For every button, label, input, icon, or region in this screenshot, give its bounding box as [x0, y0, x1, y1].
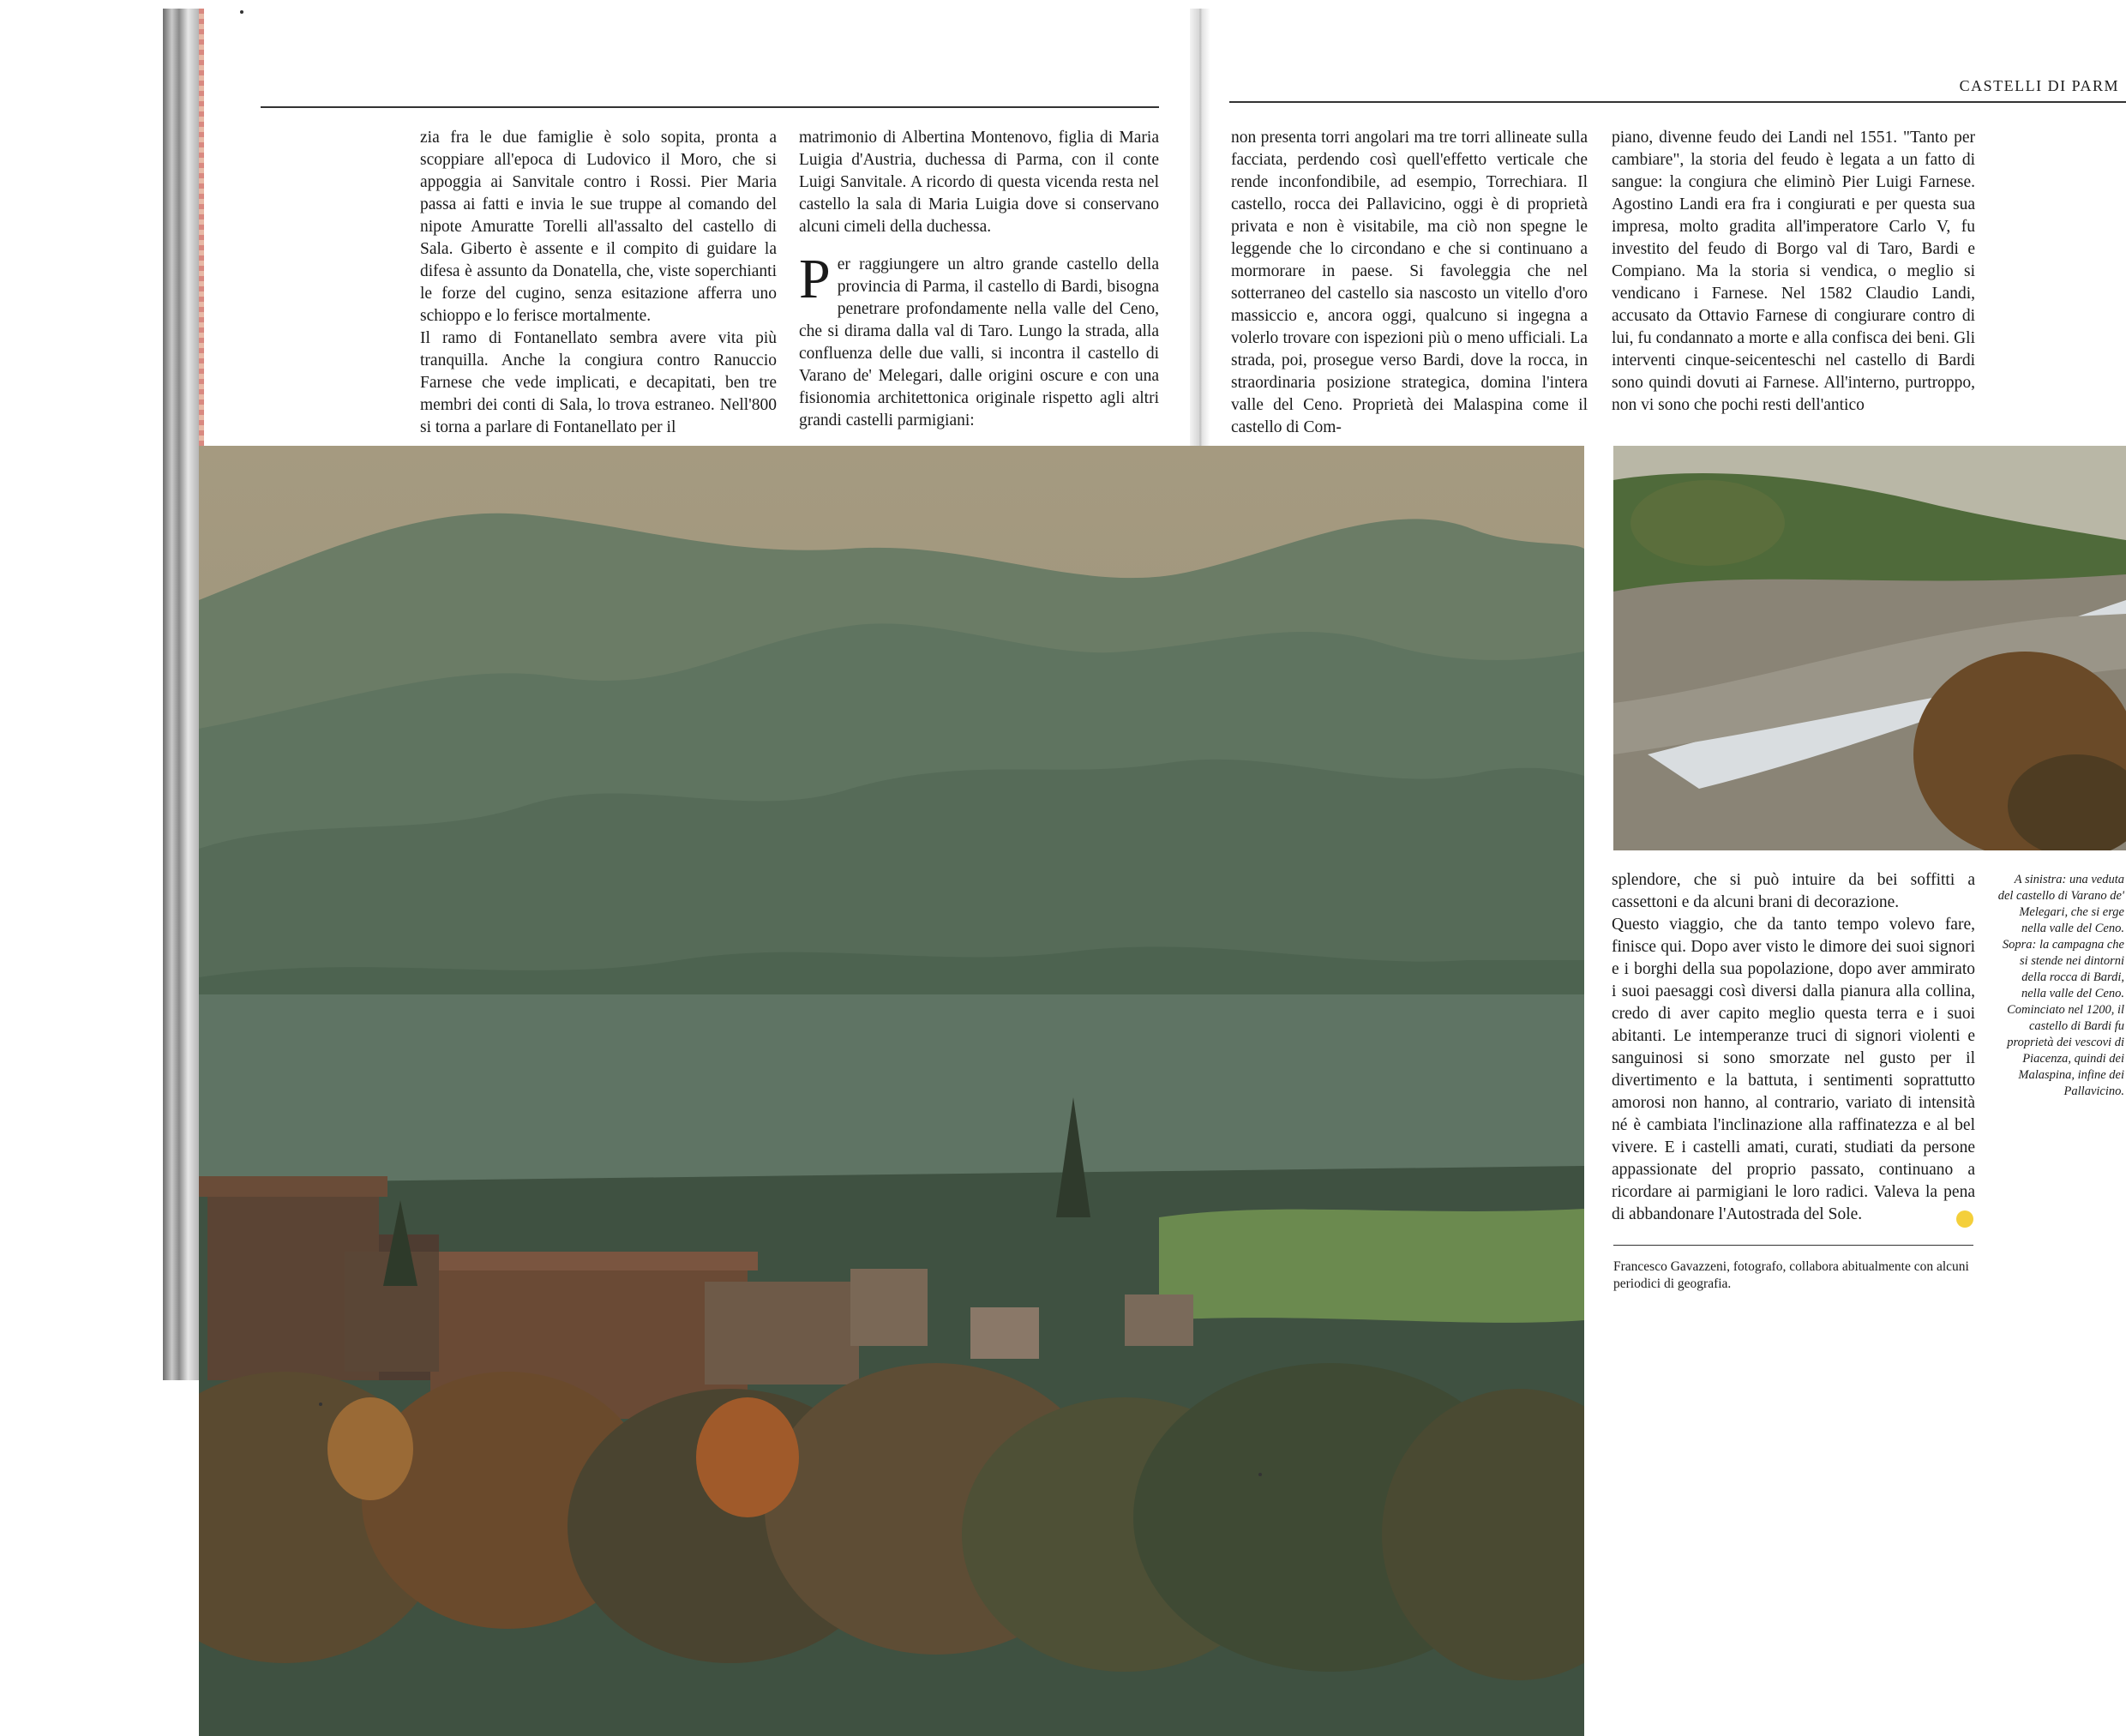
scan-speck — [319, 1403, 322, 1406]
castle-landscape-photo — [199, 446, 1584, 1736]
scan-speck — [1258, 1473, 1262, 1476]
credit-rule — [1613, 1245, 1973, 1246]
river-valley-photo — [1613, 446, 2126, 850]
drop-cap: P — [799, 248, 831, 310]
col3-paragraph: non presenta torri angolari ma tre torri allineate sulla facciata, perdendo così quell'effetto verticale che rende inconfondibile, ad esempio, Torrechiara. Il castello, rocca dei Pallavicino, oggi è di proprietà privata e non è visitabile, ma ciò non spegne le leggende che lo circondano e che si continuano a mormorare in paese. Si favoleggia che nel sotterraneo del castello sia nascosto un vitello d'oro massiccio e, ancora oggi, qualcuno si ingegna a volerlo trovare con ispezioni più o meno ufficiali. La strada, poi, prosegue verso Bardi, dove la rocca, in straordinaria posizione strategica, domina l'intera valle del Ceno. Proprietà dei Malaspina come il castello di Com- — [1231, 129, 1588, 436]
text-column-4-bottom — [1612, 869, 1975, 1226]
col2-paragraph-2-text: er raggiungere un altro grande castello della provincia di Parma, il castello di Bardi, bisogna penetrare profondamente nella valle del Ceno, che si dirama dalla val di Taro. Lungo la strada, alla confluenza delle due valli, si incontra il castello di Varano de' Melegari, dalle origini oscure e con una fisionomia architettonica originale rispetto agli altri grandi castelli parmigiani: — [799, 255, 1159, 429]
text-column-3 — [1231, 127, 1588, 439]
article-end-mark — [1956, 1210, 1973, 1228]
text-column-4-top — [1612, 127, 1975, 417]
header-rule-right — [1229, 101, 2126, 103]
col4-top-paragraph: piano, divenne feudo dei Landi nel 1551. "Tanto per cambiare", la storia del feudo è legata a un fatto di sangue: la congiura che eliminò Pier Luigi Farnese. Agostino Landi era fra i congiurati e per questa sua impresa, molto gradita all'imperatore Carlo V, fu investito del feudo di Borgo val di Taro, Bardi e Compiano. Ma la storia si vendica, o meglio si vendicano i Farnese. Nel 1582 Claudio Landi, accusato da Ottavio Farnese di congiurare contro di lui, fu condannato a morte e alla confisca dei beni. Gli interventi cinque-seicenteschi nel castello di Bardi sono quindi dovuti ai Farnese. All'interno, purtroppo, non vi sono che pochi resti dell'antico — [1612, 129, 1975, 414]
magazine-page-edges — [163, 9, 199, 1380]
photographer-credit: Francesco Gavazzeni, fotografo, collabora abitualmente con alcuni periodici di geografia. — [1613, 1259, 1969, 1291]
photo-caption: A sinistra: una veduta del castello di Varano de' Melegari, che si erge nella valle del Ceno. Sopra: la campagna che si stende nei dintorni della rocca di Bardi, nella valle del Ceno. Cominciato nel 1200, il castello di Bardi fu proprietà dei vescovi di Piacenza, quindi dei Malaspina, infine dei Pallavicino. — [1997, 873, 2124, 1098]
header-rule-left — [261, 106, 1159, 108]
text-column-2 — [799, 127, 1159, 432]
col4-bottom-paragraph-1: splendore, che si può intuire da bei soffitti a cassettoni e da alcuni brani di decorazione. — [1612, 871, 1975, 911]
col4-bottom-paragraph-2: Questo viaggio, che da tanto tempo volevo fare, finisce qui. Dopo aver visto le dimore dei suoi signori e i borghi della sua popolazione, dopo aver ammirato i suoi paesaggi così diversi dalla pianura alla collina, credo di aver capito meglio questa terra e i suoi abitanti. Le intemperanze truci di signori violenti e sanguinosi si sono smorzate nel gusto per il divertimento e la battuta, i sentimenti soprattutto amorosi non hanno, al contrario, variato di intensità né è cambiata l'inclinazione alla raffinatezza e al bel vivere. E i castelli amati, curati, studiati da persone appassionate del proprio passato, continuano a ricordare ai parmigiani le loro radici. Valeva la pena di abbandonare l'Autostrada del Sole. — [1612, 916, 1975, 1223]
running-head: CASTELLI DI PARM — [1959, 77, 2119, 94]
col1-paragraph-1: zia fra le due famiglie è solo sopita, pronta a scoppiare all'epoca di Ludovico il Moro, che si appoggia ai Sanvitale contro i Rossi. Pier Maria passa ai fatti e invia le sue truppe al comando del nipote Amuratte Torelli all'assalto del castello di Sala. Giberto è assente e il compito di guidare la difesa è assunto da Donatella, che, viste soperchianti le forze del cugino, senza esitazione afferra uno schioppo e lo ferisce mortalmente. — [420, 129, 777, 325]
col2-paragraph-1: matrimonio di Albertina Montenovo, figlia di Maria Luigia d'Austria, duchessa di Parma, con il conte Luigi Sanvitale. A ricordo di questa vicenda resta nel castello la sala di Maria Luigia dove si conservano alcuni cimeli della duchessa. — [799, 129, 1159, 236]
col1-paragraph-2: Il ramo di Fontanellato sembra avere vita più tranquilla. Anche la congiura contro Ranuccio Farnese che vede implicati, e decapitati, ben tre membri dei conti di Sala, lo trova estraneo. Nell'800 si torna a parlare di Fontanellato per il — [420, 329, 777, 436]
scan-speck — [240, 10, 243, 14]
text-column-1 — [420, 127, 777, 439]
col2-paragraph-2 — [799, 248, 1159, 432]
